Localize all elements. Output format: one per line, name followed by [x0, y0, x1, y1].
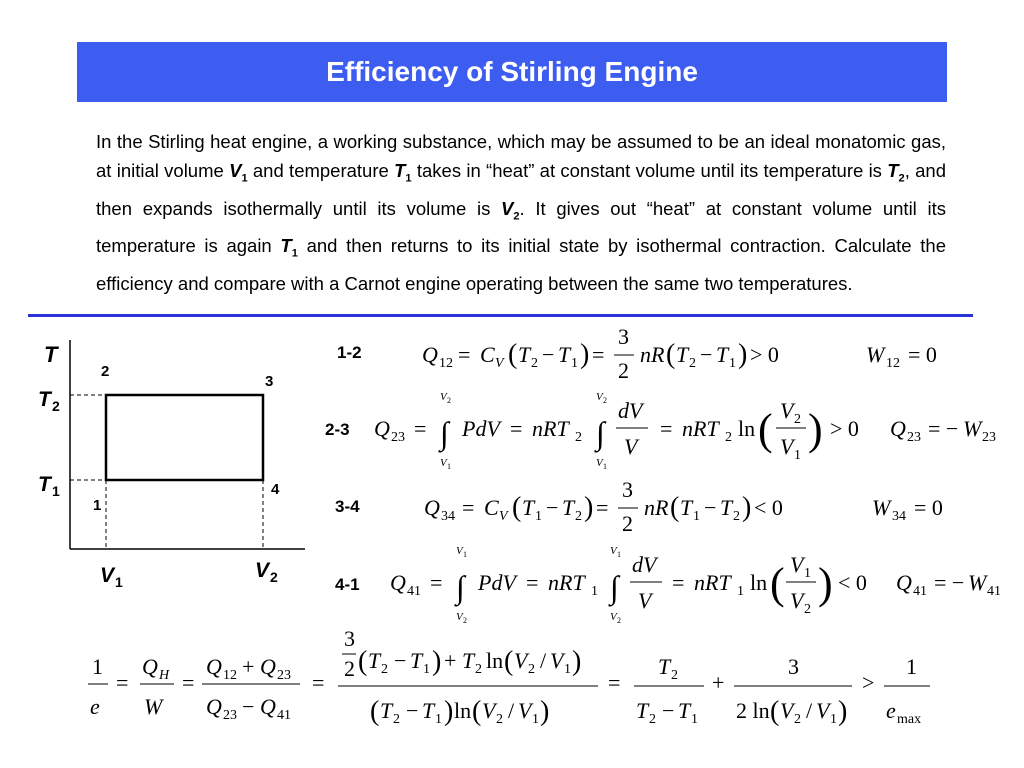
- svg-text:2: 2: [622, 511, 633, 536]
- svg-text:T: T: [562, 495, 575, 520]
- svg-text:V: V: [518, 698, 532, 723]
- svg-text:2: 2: [575, 430, 582, 445]
- svg-text:1: 1: [617, 550, 621, 559]
- svg-text:): ): [738, 339, 748, 370]
- svg-text:T: T: [558, 342, 571, 367]
- svg-text:= 0: = 0: [908, 342, 937, 367]
- svg-text:e: e: [886, 698, 896, 723]
- svg-text:1: 1: [435, 712, 442, 727]
- svg-text:V: V: [816, 698, 830, 723]
- svg-text:T: T: [522, 495, 535, 520]
- svg-text:∫: ∫: [456, 569, 465, 605]
- svg-text:): ): [584, 492, 594, 523]
- svg-text:nR: nR: [640, 342, 665, 367]
- svg-text:V: V: [495, 356, 504, 371]
- svg-text:(: (: [508, 339, 518, 370]
- svg-text:V: V: [596, 457, 603, 469]
- svg-text:W: W: [866, 342, 885, 367]
- svg-text:+: +: [242, 654, 255, 679]
- step-label-3-4: 3-4: [335, 497, 360, 516]
- v1-label: V: [100, 564, 115, 587]
- svg-text:ln: ln: [454, 698, 472, 723]
- svg-text:Q: Q: [374, 416, 390, 441]
- svg-text:+: +: [444, 648, 457, 673]
- svg-text:V: V: [550, 648, 564, 673]
- svg-text:1: 1: [463, 550, 467, 559]
- svg-text:23: 23: [982, 430, 996, 445]
- svg-text:3: 3: [344, 626, 355, 651]
- svg-text:dV: dV: [618, 398, 643, 423]
- svg-text:2 ln: 2 ln: [736, 698, 770, 723]
- svg-text:Q: Q: [422, 342, 438, 367]
- svg-text:=: =: [458, 342, 471, 367]
- svg-text:41: 41: [277, 708, 291, 723]
- svg-text:1: 1: [693, 509, 700, 524]
- svg-text:Q: Q: [206, 654, 222, 679]
- svg-text:(: (: [758, 405, 773, 454]
- svg-text:1: 1: [737, 584, 744, 599]
- svg-text:=: =: [414, 416, 427, 441]
- svg-text:2: 2: [671, 668, 678, 683]
- svg-text:nRT: nRT: [548, 570, 585, 595]
- svg-text:T: T: [422, 698, 435, 723]
- svg-text:2: 2: [475, 662, 482, 677]
- svg-text:Q: Q: [896, 570, 912, 595]
- svg-text:(: (: [358, 646, 368, 677]
- svg-text:W: W: [968, 570, 987, 595]
- svg-text:12: 12: [886, 356, 900, 371]
- svg-text:C: C: [480, 342, 495, 367]
- step-label-2-3: 2-3: [325, 420, 350, 439]
- svg-text:2: 2: [617, 616, 621, 625]
- svg-text:2: 2: [689, 356, 696, 371]
- svg-text:< 0: < 0: [754, 495, 783, 520]
- svg-text:>: >: [862, 670, 875, 695]
- svg-text:(: (: [512, 492, 522, 523]
- svg-text:Q: Q: [890, 416, 906, 441]
- svg-text:(: (: [666, 339, 676, 370]
- step-label-1-2: 1-2: [337, 343, 362, 362]
- svg-text:PdV: PdV: [478, 570, 516, 595]
- svg-text:V: V: [514, 648, 528, 673]
- svg-text:23: 23: [907, 430, 921, 445]
- svg-text:nRT: nRT: [532, 416, 569, 441]
- svg-text:): ): [580, 339, 590, 370]
- svg-text:2: 2: [725, 430, 732, 445]
- svg-text:dV: dV: [632, 552, 657, 577]
- svg-text:V: V: [482, 698, 496, 723]
- svg-text:/: /: [806, 698, 813, 723]
- svg-text:12: 12: [223, 668, 237, 683]
- svg-text:): ): [572, 646, 582, 677]
- svg-text:3: 3: [788, 654, 799, 679]
- svg-text:V: V: [790, 588, 804, 613]
- svg-text:=: =: [526, 570, 539, 595]
- svg-text:2: 2: [575, 509, 582, 524]
- svg-text:> 0: > 0: [830, 416, 859, 441]
- svg-text:41: 41: [987, 584, 1001, 599]
- svg-text:T: T: [716, 342, 729, 367]
- svg-text:(: (: [472, 696, 482, 727]
- svg-text:=: =: [312, 670, 325, 695]
- corner-3-label: 3: [265, 373, 274, 390]
- svg-text:> 0: > 0: [750, 342, 779, 367]
- svg-text:∫: ∫: [610, 569, 619, 605]
- svg-text:V: V: [499, 509, 508, 524]
- corner-1-label: 1: [93, 497, 102, 514]
- svg-text:V: V: [624, 434, 638, 459]
- svg-text:V: V: [440, 391, 447, 403]
- svg-text:3: 3: [622, 477, 633, 502]
- title-bar: [77, 42, 947, 102]
- svg-text:= −: = −: [934, 570, 965, 595]
- svg-text:1: 1: [794, 448, 801, 463]
- efficiency-equation: [80, 624, 950, 744]
- svg-text:): ): [432, 646, 442, 677]
- svg-text:1: 1: [830, 712, 837, 727]
- svg-text:=: =: [116, 670, 129, 695]
- svg-text:nRT: nRT: [682, 416, 719, 441]
- svg-text:1: 1: [92, 654, 103, 679]
- svg-text:2: 2: [393, 712, 400, 727]
- svg-text:2: 2: [794, 412, 801, 427]
- svg-text:C: C: [484, 495, 499, 520]
- svg-text:=: =: [660, 416, 673, 441]
- svg-text:1: 1: [564, 662, 571, 677]
- svg-text:e: e: [90, 694, 100, 719]
- cycle-rectangle: [106, 395, 263, 480]
- svg-text:(: (: [504, 646, 514, 677]
- svg-text:2: 2: [794, 712, 801, 727]
- svg-text:1: 1: [423, 662, 430, 677]
- svg-text:): ): [818, 559, 833, 608]
- step-label-4-1: 4-1: [335, 575, 360, 594]
- equation-4-1: [378, 540, 1018, 626]
- svg-text:1: 1: [804, 566, 811, 581]
- svg-text:=: =: [462, 495, 475, 520]
- svg-text:−: −: [406, 698, 419, 723]
- svg-text:41: 41: [913, 584, 927, 599]
- svg-text:): ): [540, 696, 550, 727]
- svg-text:V: V: [780, 698, 794, 723]
- svg-text:/: /: [540, 648, 547, 673]
- svg-text:2: 2: [649, 712, 656, 727]
- svg-text:(: (: [370, 696, 380, 727]
- svg-text:34: 34: [892, 509, 906, 524]
- svg-text:=: =: [608, 670, 621, 695]
- svg-text:23: 23: [391, 430, 405, 445]
- equation-3-4: [410, 475, 980, 539]
- svg-text:): ): [444, 696, 454, 727]
- svg-text:=: =: [182, 670, 195, 695]
- svg-text:−: −: [242, 694, 255, 719]
- svg-text:2: 2: [381, 662, 388, 677]
- svg-text:−: −: [662, 698, 675, 723]
- svg-text:1: 1: [591, 584, 598, 599]
- svg-text:41: 41: [407, 584, 421, 599]
- svg-text:W: W: [963, 416, 982, 441]
- svg-text:2: 2: [618, 358, 629, 383]
- corner-2-label: 2: [101, 363, 110, 380]
- svg-text:nRT: nRT: [694, 570, 731, 595]
- svg-text:V: V: [610, 611, 617, 623]
- svg-text:1: 1: [571, 356, 578, 371]
- svg-text:T: T: [636, 698, 649, 723]
- svg-text:=: =: [596, 495, 609, 520]
- t1-label-sub: 1: [52, 483, 60, 499]
- svg-text:34: 34: [441, 509, 455, 524]
- svg-text:/: /: [508, 698, 515, 723]
- t2-label-sub: 2: [52, 398, 60, 414]
- v2-label: V: [255, 559, 270, 582]
- svg-text:V: V: [780, 398, 794, 423]
- svg-text:V: V: [456, 611, 463, 623]
- svg-text:V: V: [440, 457, 447, 469]
- svg-text:V: V: [780, 434, 794, 459]
- svg-text:T: T: [462, 648, 475, 673]
- svg-text:ln: ln: [486, 648, 504, 673]
- svg-text:ln: ln: [738, 416, 756, 441]
- svg-text:T: T: [680, 495, 693, 520]
- svg-text:V: V: [456, 545, 463, 557]
- svg-text:max: max: [897, 712, 922, 727]
- svg-text:Q: Q: [206, 694, 222, 719]
- svg-text:1: 1: [447, 462, 451, 471]
- equation-1-2: [410, 322, 970, 384]
- svg-text:=: =: [430, 570, 443, 595]
- svg-text:2: 2: [447, 396, 451, 405]
- svg-text:Q: Q: [142, 654, 158, 679]
- svg-text:2: 2: [463, 616, 467, 625]
- svg-text:−: −: [542, 342, 555, 367]
- svg-text:V: V: [790, 552, 804, 577]
- t-axis-label: T: [44, 342, 58, 367]
- v1-label-sub: 1: [115, 574, 123, 590]
- equation-2-3: [360, 386, 1010, 472]
- svg-text:2: 2: [344, 656, 355, 681]
- svg-text:ln: ln: [750, 570, 768, 595]
- svg-text:): ): [808, 405, 823, 454]
- svg-text:W: W: [872, 495, 891, 520]
- svg-text:∫: ∫: [440, 415, 449, 451]
- v2-label-sub: 2: [270, 569, 278, 585]
- t1-label: T: [38, 473, 51, 496]
- svg-text:Q: Q: [390, 570, 406, 595]
- svg-text:T: T: [676, 342, 689, 367]
- svg-text:Q: Q: [424, 495, 440, 520]
- svg-text:1: 1: [906, 654, 917, 679]
- svg-text:nR: nR: [644, 495, 669, 520]
- svg-text:Q: Q: [260, 694, 276, 719]
- tv-diagram: [0, 320, 320, 610]
- svg-text:V: V: [610, 545, 617, 557]
- svg-text:T: T: [410, 648, 423, 673]
- svg-text:2: 2: [531, 356, 538, 371]
- svg-text:T: T: [380, 698, 393, 723]
- svg-text:1: 1: [532, 712, 539, 727]
- svg-text:T: T: [368, 648, 381, 673]
- svg-text:T: T: [658, 654, 671, 679]
- svg-text:= 0: = 0: [914, 495, 943, 520]
- svg-text:+: +: [712, 670, 725, 695]
- svg-text:=: =: [592, 342, 605, 367]
- svg-text:= −: = −: [928, 416, 959, 441]
- svg-text:W: W: [144, 694, 163, 719]
- svg-text:(: (: [770, 559, 785, 608]
- svg-text:23: 23: [277, 668, 291, 683]
- svg-text:H: H: [159, 668, 170, 683]
- svg-text:−: −: [394, 648, 407, 673]
- svg-text:1: 1: [691, 712, 698, 727]
- svg-text:(: (: [770, 696, 780, 727]
- svg-text:1: 1: [729, 356, 736, 371]
- svg-text:23: 23: [223, 708, 237, 723]
- t2-label: T: [38, 388, 51, 411]
- svg-text:PdV: PdV: [462, 416, 500, 441]
- svg-text:): ): [838, 696, 848, 727]
- svg-text:2: 2: [603, 396, 607, 405]
- svg-text:2: 2: [528, 662, 535, 677]
- svg-text:2: 2: [804, 602, 811, 617]
- svg-text:−: −: [700, 342, 713, 367]
- svg-text:12: 12: [439, 356, 453, 371]
- svg-text:2: 2: [733, 509, 740, 524]
- slide-title: Efficiency of Stirling Engine: [326, 56, 698, 87]
- svg-text:−: −: [546, 495, 559, 520]
- svg-text:∫: ∫: [596, 415, 605, 451]
- svg-text:Q: Q: [260, 654, 276, 679]
- svg-text:3: 3: [618, 324, 629, 349]
- svg-text:V: V: [638, 588, 652, 613]
- svg-text:1: 1: [535, 509, 542, 524]
- corner-4-label: 4: [271, 481, 280, 498]
- svg-text:=: =: [672, 570, 685, 595]
- svg-text:V: V: [596, 391, 603, 403]
- svg-text:): ): [742, 492, 752, 523]
- svg-text:T: T: [720, 495, 733, 520]
- problem-statement: In the Stirling heat engine, a working substance, which may be assumed to be an ideal monatomic gas, at initial volume $V_1$ and temperature $T_1$ takes in “heat” at constant volume until its temperature is $T_2$, and then expands isothermally until its volume is $V_2$. It gives out “heat” at constant volume until its temperature is again $T_1$ and then returns to its initial state by isothermal contraction. Calculate the efficiency and compare with a Carnot engine operating between the same two temperatures.: [96, 131, 946, 295]
- svg-text:2: 2: [496, 712, 503, 727]
- svg-text:< 0: < 0: [838, 570, 867, 595]
- section-divider: [28, 314, 973, 317]
- svg-text:1: 1: [603, 462, 607, 471]
- svg-text:T: T: [678, 698, 691, 723]
- svg-text:T: T: [518, 342, 531, 367]
- svg-text:−: −: [704, 495, 717, 520]
- svg-text:(: (: [670, 492, 680, 523]
- svg-text:=: =: [510, 416, 523, 441]
